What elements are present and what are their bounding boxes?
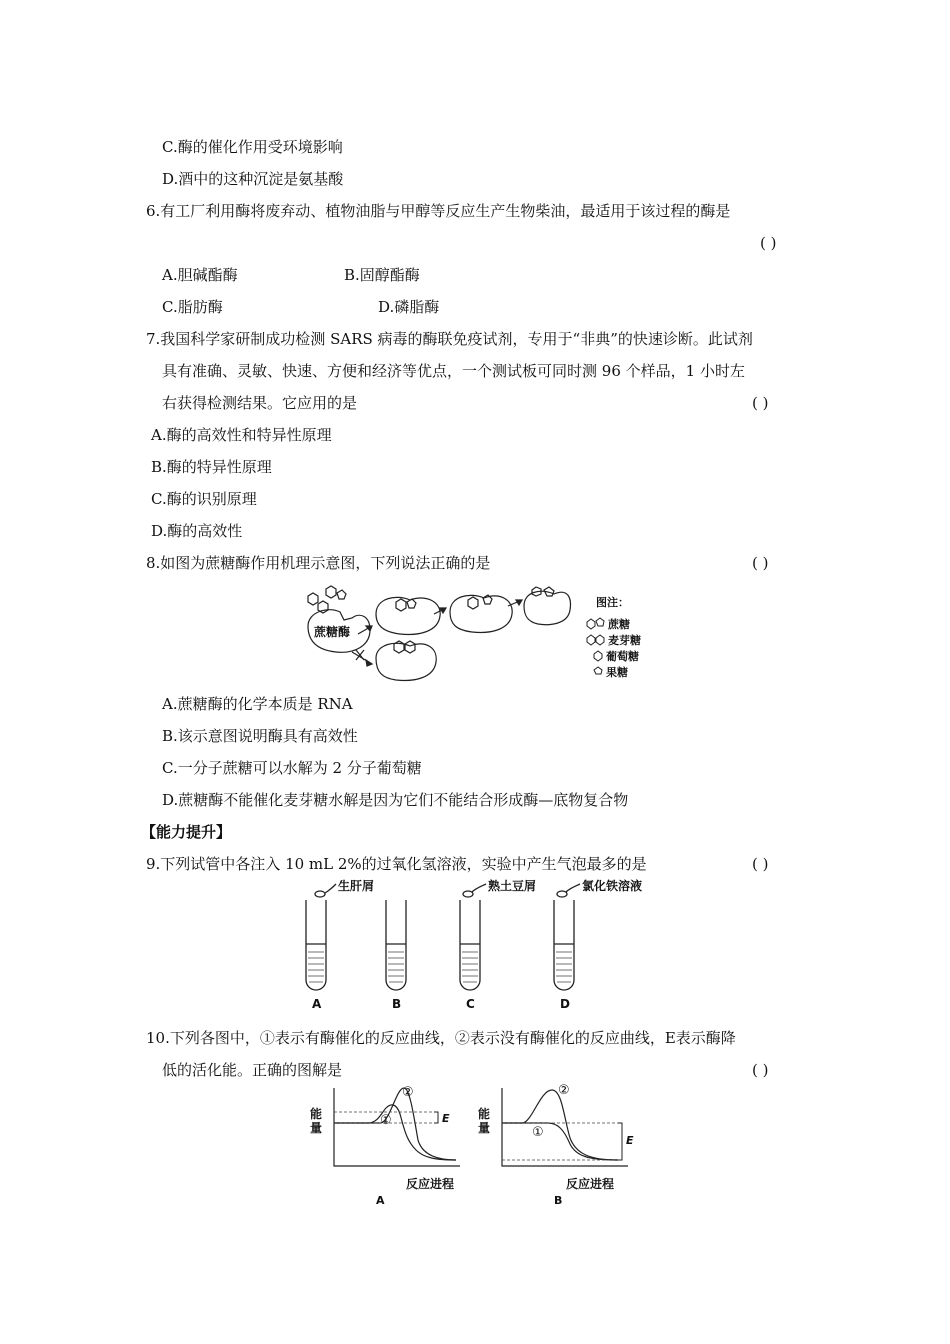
q8-stem: 8.如图为蔗糖酶作用机理示意图，下列说法正确的是: [146, 554, 491, 572]
q6-stem: 6.有工厂利用酶将废弃动、植物油脂与甲醇等反应生产生物柴油，最适用于该过程的酶是: [146, 202, 731, 220]
q7-option-d: D.酶的高效性: [151, 522, 243, 540]
q10-line-2: 低的活化能。正确的图解是: [162, 1061, 343, 1079]
panel-label-a: A: [376, 1194, 385, 1207]
sucrose-molecule: [326, 586, 346, 599]
test-tubes-figure: [296, 876, 656, 1016]
tube-label-b: B: [392, 997, 402, 1011]
liver-label: 生肝屑: [338, 879, 375, 893]
q8-option-d: D.蔗糖酶不能催化麦芽糖水解是因为它们不能结合形成酶—底物复合物: [162, 791, 629, 809]
y-label-a-2: 量: [310, 1121, 323, 1135]
marker-1-b: ①: [532, 1125, 544, 1140]
tube-label-d: D: [560, 997, 570, 1011]
q6-option-b: B.固醇酯酶: [344, 266, 420, 284]
q9-stem: 9.下列试管中各注入 10 mL 2%的过氧化氢溶液，实验中产生气泡最多的是: [146, 855, 647, 873]
legend-glucose: 葡萄糖: [606, 650, 639, 663]
y-label-b-2: 量: [478, 1121, 491, 1135]
tube-label-a: A: [312, 997, 322, 1011]
q5-option-c: C.酶的催化作用受环境影响: [162, 138, 343, 156]
energy-graph-a: [310, 1078, 470, 1208]
marker-2-a: ②: [402, 1085, 414, 1100]
q6-option-a: A.胆碱酯酶: [162, 266, 238, 284]
q7-line-3: 右获得检测结果。它应用的是: [162, 394, 358, 412]
legend-title: 图注：: [596, 596, 629, 609]
legend-sucrose: 蔗糖: [608, 618, 630, 631]
q5-option-d: D.酒中的这种沉淀是氨基酸: [162, 170, 344, 188]
y-label-b-1: 能: [478, 1107, 491, 1121]
q7-option-b: B.酶的特异性原理: [151, 458, 272, 476]
potato-label: 熟土豆屑: [488, 879, 537, 893]
y-label-a-1: 能: [310, 1107, 323, 1121]
e-label-b: E: [626, 1134, 634, 1147]
enzyme-body-3: [450, 595, 512, 632]
q8-option-a: A.蔗糖酶的化学本质是 RNA: [162, 695, 353, 713]
legend-fructose: 果糖: [606, 666, 628, 679]
q8-answer-paren: ( ): [752, 554, 769, 572]
tube-label-c: C: [466, 997, 475, 1011]
q8-option-b: B.该示意图说明酶具有高效性: [162, 727, 358, 745]
q7-line-2: 具有准确、灵敏、快速、方便和经济等优点，一个测试板可同时测 96 个样品，1 小时左: [162, 362, 745, 380]
sucrase-mechanism-figure: [300, 584, 670, 694]
q7-answer-paren: ( ): [752, 394, 769, 412]
q10-answer-paren: ( ): [752, 1061, 769, 1079]
panel-label-b: B: [554, 1194, 563, 1207]
energy-graph-b: [478, 1078, 648, 1208]
enzyme-label: 蔗糖酶: [314, 625, 351, 639]
x-label-a: 反应进程: [406, 1177, 455, 1191]
q7-option-c: C.酶的识别原理: [151, 490, 257, 508]
e-label-a: E: [442, 1112, 450, 1125]
section-heading: 【能力提升】: [141, 823, 232, 841]
q9-answer-paren: ( ): [752, 855, 769, 873]
q6-option-d: D.磷脂酶: [378, 298, 440, 316]
q7-option-a: A.酶的高效性和特异性原理: [151, 426, 332, 444]
marker-2-b: ②: [558, 1083, 570, 1098]
marker-1-a: ①: [380, 1113, 392, 1128]
legend-maltose: 麦芽糖: [608, 634, 641, 647]
q6-option-c: C.脂肪酶: [162, 298, 223, 316]
q6-answer-paren: ( ): [760, 234, 777, 252]
enzyme-body-2: [376, 597, 440, 634]
enzyme-body-5: [376, 643, 436, 680]
x-label-b: 反应进程: [566, 1177, 615, 1191]
q10-line-1: 10.下列各图中，①表示有酶催化的反应曲线，②表示没有酶催化的反应曲线，E表示酶降: [146, 1029, 736, 1047]
q8-option-c: C.一分子蔗糖可以水解为 2 分子葡萄糖: [162, 759, 422, 777]
q7-line-1: 7.我国科学家研制成功检测 SARS 病毒的酶联免疫试剂，专用于“非典”的快速诊断。此试剂: [146, 330, 753, 348]
ferric-chloride-label: 氯化铁溶液: [582, 879, 643, 893]
